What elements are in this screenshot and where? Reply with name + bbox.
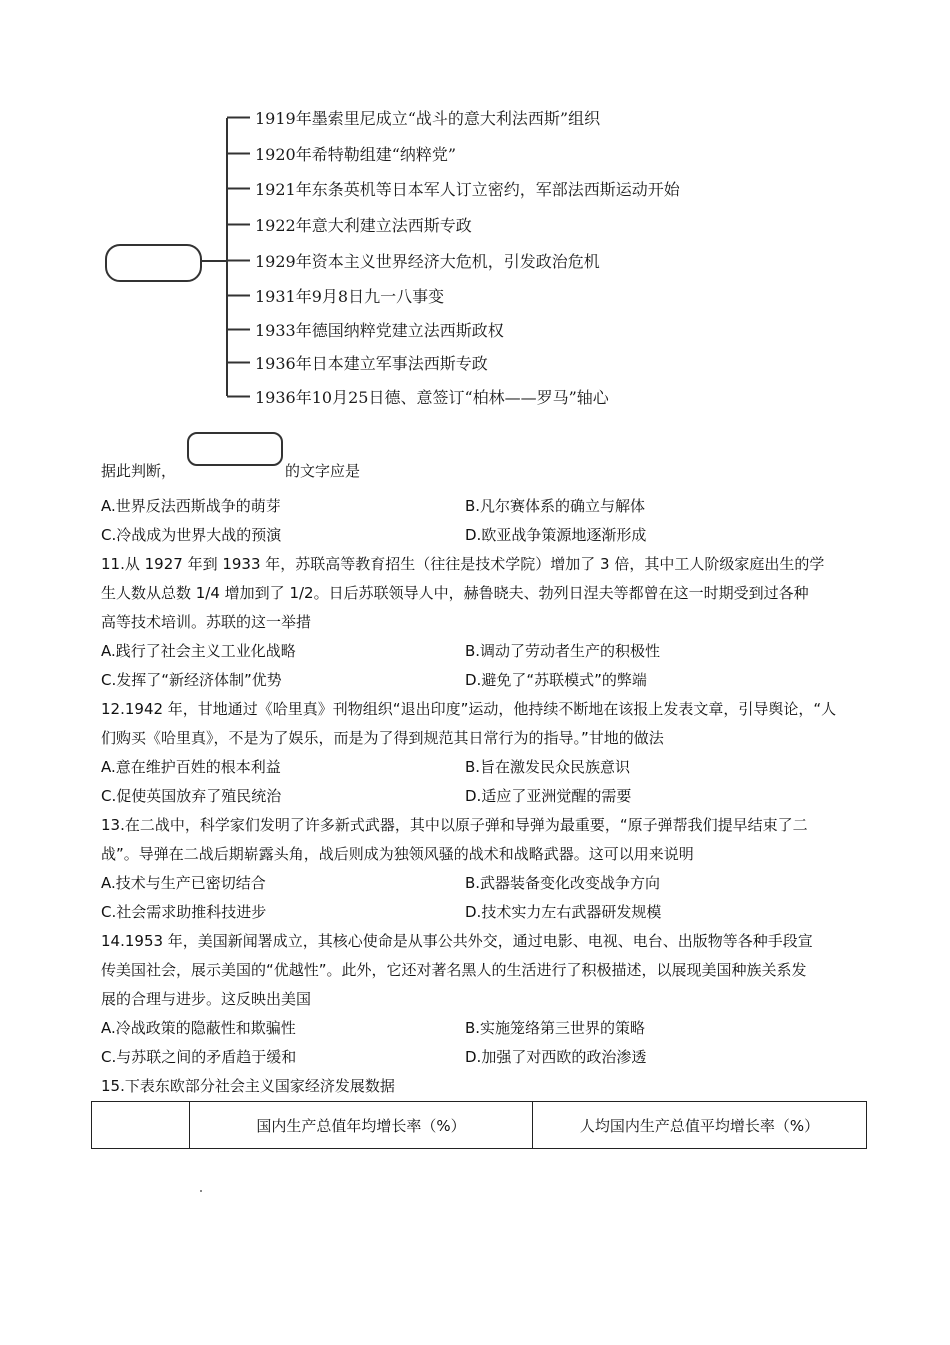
q10-option-b[interactable]: B.凡尔赛体系的确立与解体 [465, 497, 646, 515]
blank-answer-box [106, 245, 201, 281]
q10-option-c[interactable]: C.冷战成为世界大战的预演 [101, 526, 282, 544]
q15-stem: 15.下表东欧部分社会主义国家经济发展数据 [101, 1077, 395, 1095]
timeline-event: 1920年希特勒组建“纳粹党” [255, 145, 457, 164]
q13-stem-line: 13.在二战中，科学家们发明了许多新式武器，其中以原子弹和导弹为最重要，“原子弹帮我们提早结束了二 [101, 816, 808, 834]
q14-option-b[interactable]: B.实施笼络第三世界的策略 [465, 1019, 646, 1037]
timeline-event: 1922年意大利建立法西斯专政 [255, 216, 472, 235]
q12-option-d[interactable]: D.适应了亚洲觉醒的需要 [465, 787, 632, 805]
q14-stem-line: 展的合理与进步。这反映出美国 [101, 990, 312, 1008]
q10-option-d[interactable]: D.欧亚战争策源地逐渐形成 [465, 526, 647, 544]
q14-option-a[interactable]: A.冷战政策的隐蔽性和欺骗性 [101, 1019, 296, 1037]
timeline-event: 1931年9月8日九一八事变 [255, 287, 445, 306]
fascism-timeline-diagram [0, 0, 950, 420]
stray-dot [200, 1190, 202, 1192]
q15-data-table [91, 1101, 867, 1149]
q11-stem-line: 高等技术培训。苏联的这一举措 [101, 613, 312, 631]
table-header-cell: 人均国内生产总值平均增长率（%） [533, 1102, 867, 1149]
q11-option-c[interactable]: C.发挥了“新经济体制”优势 [101, 671, 282, 689]
q13-option-b[interactable]: B.武器装备变化改变战争方向 [465, 874, 661, 892]
q13-option-c[interactable]: C.社会需求助推科技进步 [101, 903, 267, 921]
q10-stem-prefix: 据此判断， [101, 462, 177, 480]
timeline-event: 1936年10月25日德、意签订“柏林——罗马”轴心 [255, 388, 609, 407]
q12-stem-line: 12.1942 年，甘地通过《哈里真》刊物组织“退出印度”运动，他持续不断地在该报上发表文章，引导舆论，“人 [101, 700, 837, 718]
q13-stem-line: 战”。导弹在二战后期崭露头角，战后则成为独领风骚的战术和战略武器。这可以用来说明 [101, 845, 694, 863]
timeline-event: 1919年墨索里尼成立“战斗的意大利法西斯”组织 [255, 109, 601, 128]
q14-option-d[interactable]: D.加强了对西欧的政治渗透 [465, 1048, 647, 1066]
q14-stem-line: 14.1953 年，美国新闻署成立，其核心使命是从事公共外交，通过电影、电视、电台、出版物等各种手段宣 [101, 932, 813, 950]
timeline-event: 1936年日本建立军事法西斯专政 [255, 354, 488, 373]
q11-stem-line: 11.从 1927 年到 1933 年，苏联高等教育招生（往往是技术学院）增加了 3 倍，其中工人阶级家庭出生的学 [101, 555, 825, 573]
q13-option-a[interactable]: A.技术与生产已密切结合 [101, 874, 266, 892]
q12-option-b[interactable]: B.旨在激发民众民族意识 [465, 758, 631, 776]
q10-stem-suffix: 的文字应是 [285, 462, 361, 480]
q12-stem-line: 们购买《哈里真》，不是为了娱乐，而是为了得到规范其日常行为的指导。”甘地的做法 [101, 729, 664, 747]
q11-stem-line: 生人数从总数 1/4 增加到了 1/2。日后苏联领导人中，赫鲁晓夫、勃列日涅夫等都曾在这一时期受到过各种 [101, 584, 809, 602]
q14-stem-line: 传美国社会，展示美国的“优越性”。此外，它还对著名黑人的生活进行了积极描述，以展现美国种族关系发 [101, 961, 807, 979]
q10-blank-box [187, 432, 283, 466]
q12-option-c[interactable]: C.促使英国放弃了殖民统治 [101, 787, 282, 805]
timeline-event: 1921年东条英机等日本军人订立密约，军部法西斯运动开始 [255, 180, 680, 199]
bracket-ticks [227, 118, 250, 397]
q11-option-b[interactable]: B.调动了劳动者生产的积极性 [465, 642, 661, 660]
q14-option-c[interactable]: C.与苏联之间的矛盾趋于缓和 [101, 1048, 297, 1066]
table-header-row [92, 1102, 867, 1149]
q12-option-a[interactable]: A.意在维护百姓的根本利益 [101, 758, 281, 776]
q10-option-a[interactable]: A.世界反法西斯战争的萌芽 [101, 497, 281, 515]
table-header-cell [92, 1102, 190, 1149]
q11-option-a[interactable]: A.践行了社会主义工业化战略 [101, 642, 296, 660]
timeline-event: 1929年资本主义世界经济大危机，引发政治危机 [255, 252, 600, 271]
timeline-event: 1933年德国纳粹党建立法西斯政权 [255, 321, 504, 340]
q11-option-d[interactable]: D.避免了“苏联模式”的弊端 [465, 671, 647, 689]
q13-option-d[interactable]: D.技术实力左右武器研发规模 [465, 903, 662, 921]
table-header-cell: 国内生产总值年均增长率（%） [190, 1102, 533, 1149]
